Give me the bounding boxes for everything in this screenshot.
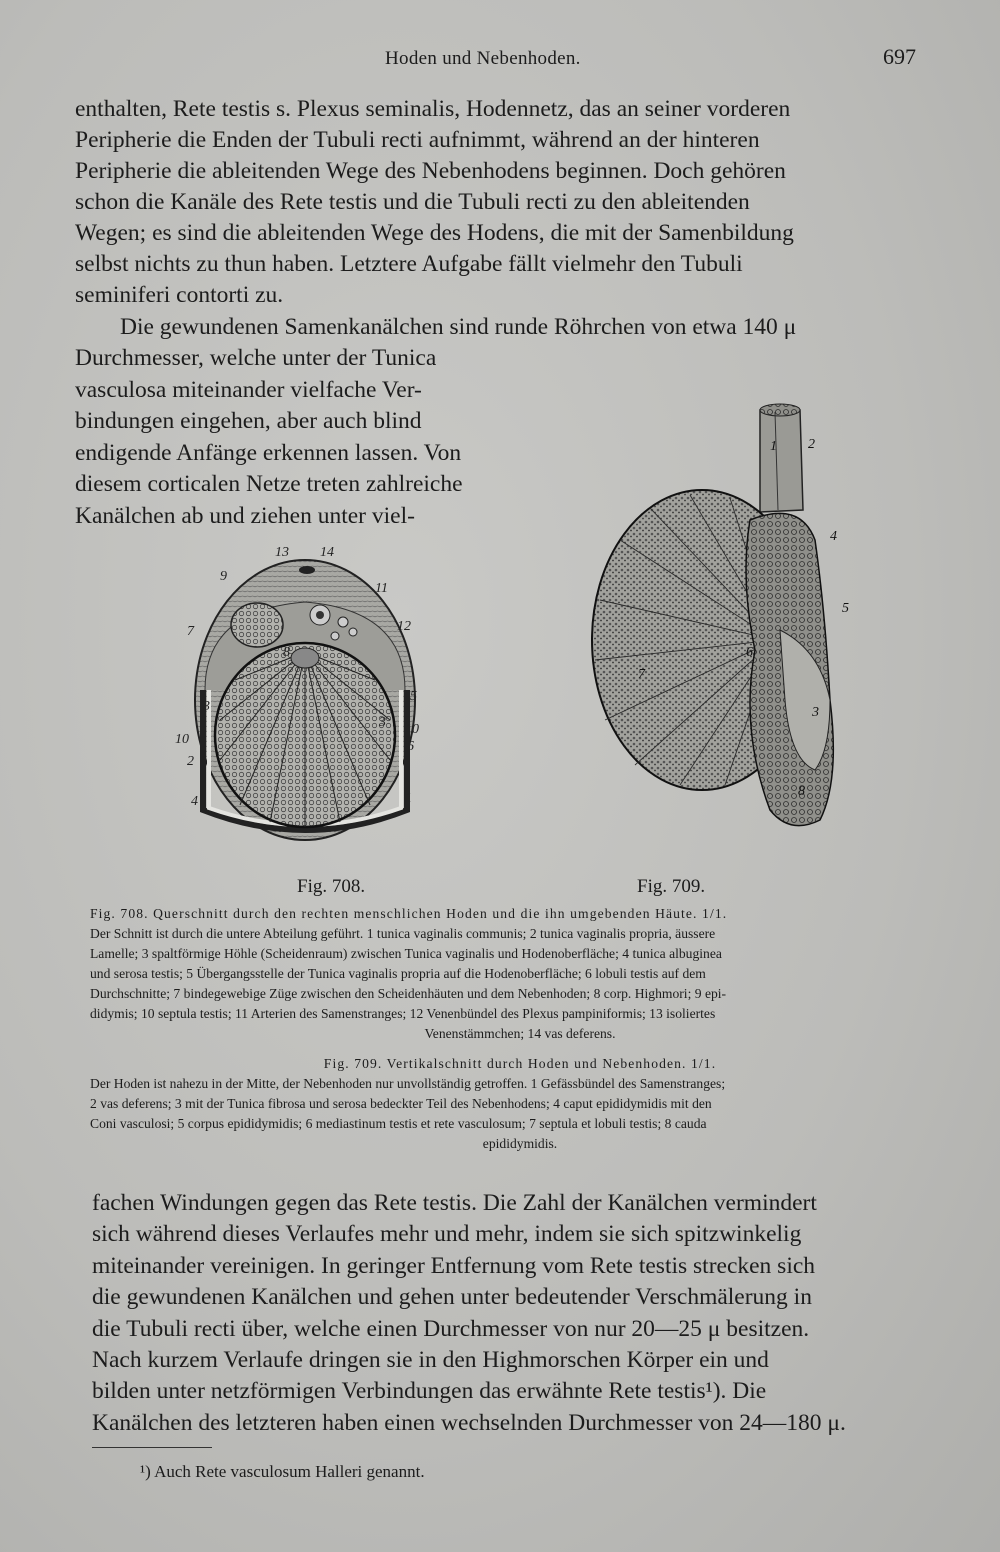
caption-line: Venenstämmchen; 14 vas deferens.: [424, 1026, 616, 1041]
caption-line: Der Schnitt ist durch die untere Abteilung geführt. 1 tunica vaginalis communis; 2 tunica vaginalis propria, äussere: [90, 926, 716, 941]
figure-number: 4: [830, 529, 837, 544]
caption-line: didymis; 10 septula testis; 11 Arterien des Samenstranges; 12 Venenbündel des Plexus pampiniformis; 13 isoliertes: [90, 1006, 716, 1021]
text-line: miteinander vereinigen. In geringer Entfernung vom Rete testis strecken sich: [92, 1252, 816, 1279]
figure-number: 3: [379, 715, 386, 730]
figure-number: 2: [187, 754, 194, 769]
text-line: Die gewundenen Samenkanälchen sind runde Röhrchen von etwa 140 μ: [120, 314, 797, 340]
figure-number: 11: [375, 581, 388, 596]
caption-line: Der Hoden ist nahezu in der Mitte, der Nebenhoden nur unvollständig getroffen. 1 Gefässbündel des Samenstranges;: [90, 1076, 726, 1091]
figure-number: 10: [405, 722, 419, 737]
text-line: Kanälchen des letzteren haben einen wechselnden Durchmesser von 24—180 μ.: [92, 1409, 846, 1436]
figure-number: 6: [407, 739, 414, 754]
figure-number: 12: [397, 619, 411, 634]
figure-709-label: Fig. 709.: [637, 876, 706, 897]
text-line: endigende Anfänge erkennen lassen. Von: [75, 439, 462, 466]
text-line: bilden unter netzförmigen Verbindungen das erwähnte Rete testis¹). Die: [92, 1378, 767, 1405]
text-line: Nach kurzem Verlaufe dringen sie in den Highmorschen Körper ein und: [92, 1347, 769, 1374]
text-line: Wegen; es sind die ableitenden Wege des Hodens, die mit der Samenbildung: [75, 220, 794, 246]
text-line: Kanälchen ab und ziehen unter viel-: [75, 502, 415, 529]
figure-number: 8: [283, 645, 290, 660]
caption-figure-708: [90, 904, 950, 1044]
text-line: schon die Kanäle des Rete testis und die Tubuli recti zu den ableitenden: [75, 189, 750, 215]
figure-number: 6: [746, 645, 753, 660]
text-line: diesem corticalen Netze treten zahlreiche: [75, 471, 463, 497]
paragraph-2-first-line: [75, 312, 925, 343]
footnote: ¹) Auch Rete vasculosum Halleri genannt.: [140, 1462, 425, 1481]
caption-line: Lamelle; 3 spaltförmige Höhle (Scheidenraum) zwischen Tunica vaginalis und Hodenoberfläche; 4 tunica albuginea: [90, 946, 722, 961]
figure-number: 1: [770, 439, 777, 454]
paragraph-3: [92, 1188, 947, 1439]
figure-number: 7: [638, 667, 645, 682]
caption-line: epididymidis.: [482, 1136, 558, 1151]
figure-number: 5: [842, 601, 849, 616]
figure-709-illustration: [590, 400, 860, 840]
paragraph-2-wrapped: [75, 343, 505, 532]
caption-line: und serosa testis; 5 Übergangsstelle der Tunica vaginalis propria auf die Hodenoberfläche; 6 lobuli testis auf dem: [90, 966, 706, 981]
text-line: enthalten, Rete testis s. Plexus seminalis, Hodennetz, das an seiner vorderen: [75, 96, 791, 122]
caption-figure-709: [90, 1054, 950, 1154]
caption-title: Fig. 709. Vertikalschnitt durch Hoden und Nebenhoden. 1/1.: [323, 1056, 717, 1071]
text-line: die Tubuli recti über, welche einen Durchmesser von nur 20—25 μ besitzen.: [92, 1315, 810, 1342]
footnote-divider: [92, 1447, 212, 1448]
caption-title: Fig. 708. Querschnitt durch den rechten menschlichen Hoden und die ihn umgebenden Häute. 1/1.: [90, 906, 728, 921]
running-head: Hoden und Nebenhoden.: [385, 48, 581, 69]
paragraph-1: [75, 94, 925, 311]
figure-number: 14: [320, 545, 334, 560]
figure-number: 2: [808, 437, 815, 452]
figure-number: 3: [203, 699, 210, 714]
text-line: Durchmesser, welche unter der Tunica: [75, 345, 437, 371]
text-line: fachen Windungen gegen das Rete testis. Die Zahl der Kanälchen vermindert: [92, 1190, 817, 1216]
text-line: die gewundenen Kanälchen und gehen unter bedeutender Verschmälerung in: [92, 1284, 812, 1311]
figure-number: 5: [410, 689, 417, 704]
figure-number: 7: [187, 624, 194, 639]
figure-number: 4: [191, 794, 198, 809]
figure-708-label: Fig. 708.: [297, 876, 366, 897]
text-line: vasculosa miteinander vielfache Ver-: [75, 376, 422, 403]
page-number: 697: [883, 44, 916, 69]
text-line: selbst nichts zu thun haben. Letztere Aufgabe fällt vielmehr den Tubuli: [75, 251, 743, 277]
figure-709-vertical-section: [590, 400, 860, 840]
text-line: Peripherie die Enden der Tubuli recti aufnimmt, während an der hinteren: [75, 127, 760, 153]
text-line: Peripherie die ableitenden Wege des Nebenhodens beginnen. Doch gehören: [75, 158, 786, 184]
caption-line: Durchschnitte; 7 bindegewebige Züge zwischen den Scheidenhäuten und dem Nebenhoden; 8 corp. Highmori; 9 epi-: [90, 986, 727, 1001]
figure-708-cross-section: [175, 540, 435, 850]
text-line: seminiferi contorti zu.: [75, 282, 284, 308]
figure-number: 13: [275, 545, 289, 560]
caption-line: 2 vas deferens; 3 mit der Tunica fibrosa und serosa bedeckter Teil des Nebenhodens; 4 caput epididymidis mit den: [90, 1096, 712, 1111]
caption-line: Coni vasculosi; 5 corpus epididymidis; 6 mediastinum testis et rete vasculosum; 7 septula et lobuli testis; 8 cauda: [90, 1116, 707, 1131]
figure-number: 10: [175, 732, 189, 747]
text-line: sich während dieses Verlaufes mehr und mehr, indem sie sich spitzwinkelig: [92, 1221, 802, 1248]
text-line: bindungen eingehen, aber auch blind: [75, 408, 422, 434]
figure-number: 9: [220, 569, 227, 584]
figure-708-illustration: [175, 540, 435, 850]
figure-number: 3: [812, 705, 819, 720]
figure-number: 8: [798, 784, 805, 799]
figure-number: 1: [405, 791, 412, 806]
